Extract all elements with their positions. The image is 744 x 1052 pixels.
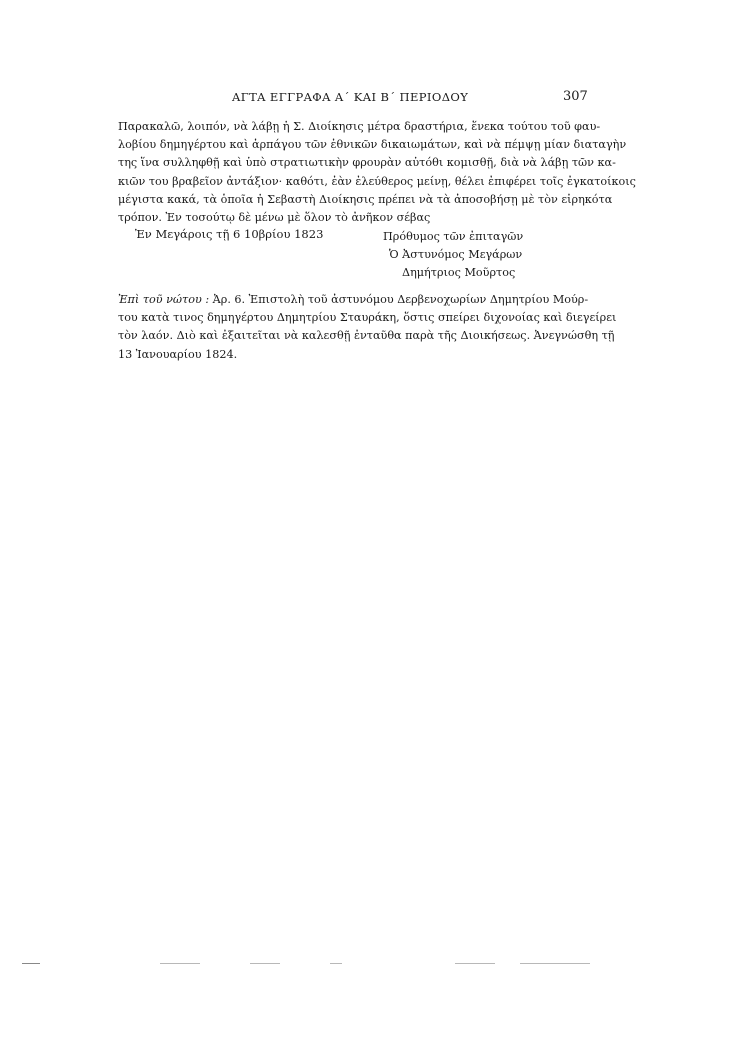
- letter-body: [118, 118, 636, 227]
- dorsal-line: 13 Ἰανουαρίου 1824.: [118, 347, 238, 361]
- letter-line: λοβίου δημηγέρτου καὶ ἁρπάγου τῶν ἐθνικῶν δικαιωμάτων, καὶ νὰ πέμψῃ μίαν διαταγὴν: [118, 138, 627, 152]
- signature-closing: Πρόθυμος τῶν ἐπιταγῶν: [383, 230, 524, 243]
- letter-line: κιῶν του βραβεῖον ἀντάξιον· καθότι, ἐὰν ἐλεύθερος μείνῃ, θέλει ἐπιφέρει τοῖς ἐγκατοίκοις: [118, 174, 636, 188]
- scan-mark: [160, 963, 200, 964]
- scan-mark: [455, 963, 495, 964]
- letter-line: Παρακαλῶ, λοιπόν, νὰ λάβῃ ἡ Σ. Διοίκησις μέτρα δραστήρια, ἕνεκα τούτου τοῦ φαυ-: [118, 120, 601, 133]
- running-head: ΑΓΤΑ ΕΓΓΡΑΦΑ Α΄ ΚΑΙ Β΄ ΠΕΡΙΟΔΟΥ: [232, 90, 469, 104]
- signature-name: Δημήτριος Μοῦρτος: [402, 266, 516, 279]
- scan-artifacts: [0, 963, 744, 969]
- scan-mark: [330, 963, 342, 964]
- date-place-line: Ἐν Μεγάροις τῇ 6 10βρίου 1823: [135, 227, 324, 241]
- signature-title: Ὁ Ἀστυνόμος Μεγάρων: [389, 248, 523, 261]
- dorsal-label: Ἐπὶ τοῦ νώτου :: [118, 293, 210, 306]
- page-number: 307: [563, 89, 588, 104]
- scan-mark: [520, 963, 590, 964]
- dorsal-line: τὸν λαόν. Διὸ καὶ ἐξαιτεῖται νὰ καλεσθῇ ἐνταῦθα παρὰ τῆς Διοικήσεως. Ἀνεγνώσθη τῇ: [118, 329, 615, 343]
- dorsal-line: του κατὰ τινος δημηγέρτου Δημητρίου Σταυράκη, ὅστις σπείρει διχονοίας καὶ διεγείρει: [118, 311, 617, 325]
- letter-line: τρόπον. Ἐν τοσούτῳ δὲ μένω μὲ ὅλον τὸ ἀνῆκον σέβας: [118, 211, 431, 225]
- dorsal-line: [118, 291, 589, 309]
- letter-line: της ἵνα συλληφθῇ καὶ ὑπὸ στρατιωτικὴν φρουρὰν αὐτόθι κομισθῇ, διὰ νὰ λάβῃ τῶν κα-: [118, 156, 616, 170]
- letter-line: μέγιστα κακά, τὰ ὁποῖα ἡ Σεβαστὴ Διοίκησις πρέπει νὰ τὰ ἀποσοβήσῃ μὲ τὸν εἰρηκότα: [118, 192, 613, 206]
- dorsal-note: [118, 291, 617, 364]
- scan-mark: [250, 963, 280, 964]
- signature-block: [383, 228, 523, 282]
- scan-mark: [22, 963, 40, 964]
- dorsal-line-text: Ἀρ. 6. Ἐπιστολὴ τοῦ ἀστυνόμου Δερβενοχωρίων Δημητρίου Μούρ-: [209, 293, 589, 306]
